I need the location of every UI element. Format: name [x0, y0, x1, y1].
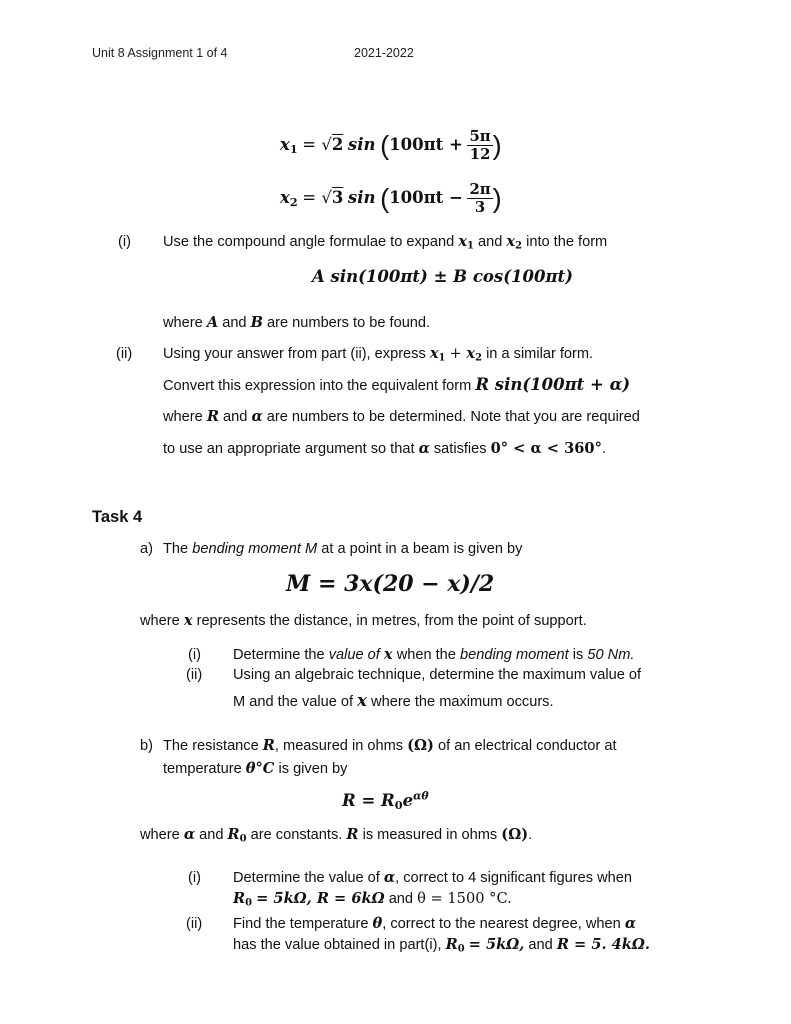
- task4-a-ii-line1: Using an algebraic technique, determine the maximum value of: [233, 667, 642, 683]
- bending-moment-equation: M = 3x(20 − x)/2: [286, 571, 495, 597]
- equation-x2: $x_2 = √3$ sin (100πt − $\frac{2\pi}{3}$ ): [280, 180, 502, 217]
- task4-title: Task 4: [92, 508, 143, 526]
- part-ii-line4: to use an appropriate argument so that α satisfies 0° < α < 360°.: [163, 440, 606, 457]
- task4-b-ii-line1: Find the temperature θ, correct to the nearest degree, when α: [233, 915, 637, 932]
- task4-b-ii-line2: has the value obtained in part(i), $R_0 = 5k\Omega$, and R = 5. 4kΩ.: [233, 936, 650, 955]
- part-i-where: where A and B are numbers to be found.: [163, 314, 431, 331]
- task4-a-i-text: Determine the value of x when the bending moment is 50 Nm.: [233, 646, 635, 663]
- task4-a-where: where x represents the distance, in metres, from the point of support.: [140, 612, 587, 629]
- task4-b-where: where α and $R_0$ are constants. R is measured in ohms (Ω).: [140, 826, 533, 845]
- task4-a-label: a): [140, 541, 153, 557]
- part-i-text: Use the compound angle formulae to expand $x_1$ and $x_2$ into the form: [163, 233, 608, 252]
- task4-b-i-line2: $R_0 = 5k\Omega$, R = 6kΩ and θ = 1500 °C.: [233, 890, 512, 909]
- task4-a-intro: The bending moment M at a point in a beam is given by: [163, 541, 523, 557]
- task4-b-line1: The resistance R, measured in ohms (Ω) of an electrical conductor at: [163, 737, 617, 754]
- header-right: 2021-2022: [354, 46, 414, 60]
- part-ii-line3: where R and α are numbers to be determined. Note that you are required: [163, 408, 640, 425]
- part-ii-line1: Using your answer from part (ii), express $x_1 + x_2$ in a similar form.: [163, 345, 594, 364]
- part-ii-line2: Convert this expression into the equivalent form R sin(100πt + α): [163, 375, 631, 394]
- equation-x1: $x_1 = √2$ sin (100πt + $\frac{5\pi}{12}$ ): [280, 127, 502, 164]
- task4-a-ii-line2: M and the value of x where the maximum occurs.: [233, 691, 554, 710]
- task4-b-ii-label: (ii): [186, 916, 203, 932]
- part-i-label: (i): [118, 234, 131, 250]
- part-ii-label: (ii): [116, 346, 133, 362]
- resistance-equation: $R = R_0e^{\alpha\theta}$: [342, 789, 429, 812]
- task4-b-line2: temperature θ°C is given by: [163, 760, 348, 777]
- task4-b-i-label: (i): [188, 870, 201, 886]
- task4-a-i-label: (i): [188, 647, 201, 663]
- form-expression: A sin(100πt) ± B cos(100πt): [312, 267, 573, 286]
- task4-b-label: b): [140, 738, 153, 754]
- header-left: Unit 8 Assignment 1 of 4: [92, 46, 228, 60]
- task4-b-i-line1: Determine the value of α, correct to 4 significant figures when: [233, 869, 632, 886]
- task4-a-ii-label: (ii): [186, 667, 203, 683]
